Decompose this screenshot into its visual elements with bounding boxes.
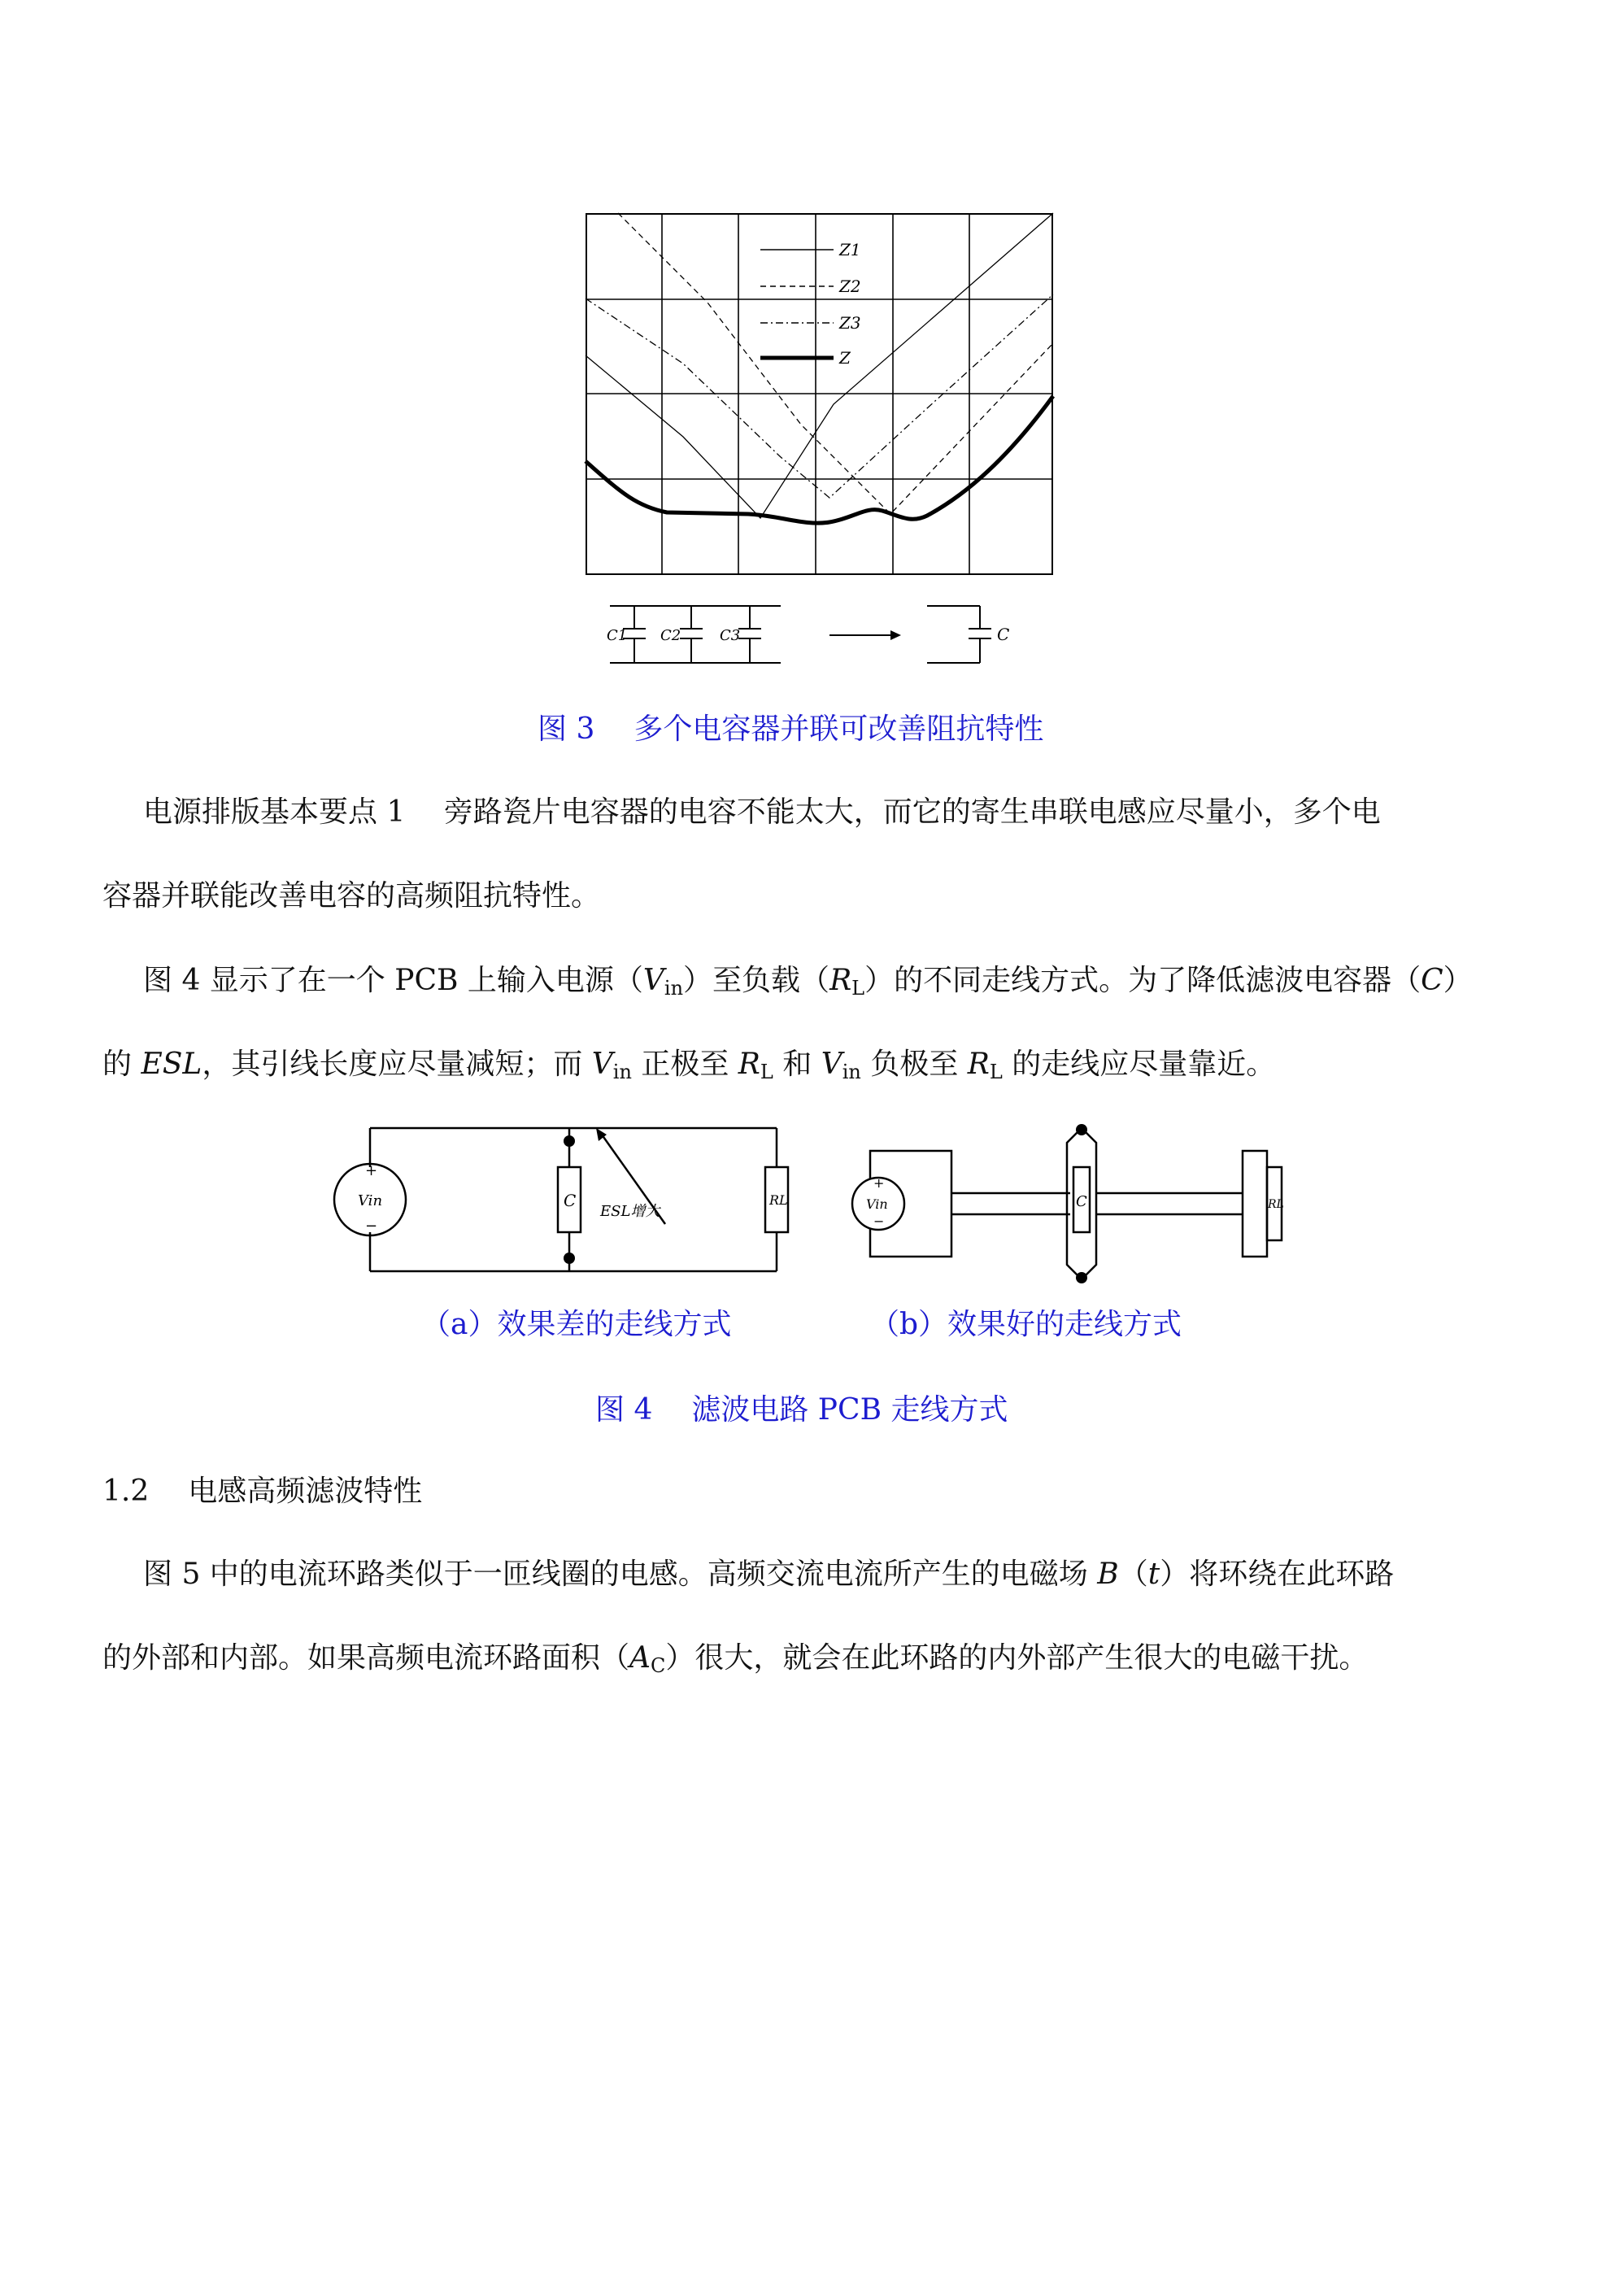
legend-z: Z [839, 348, 851, 368]
vin-symbol: V [642, 964, 664, 997]
rl-symbol: R [829, 964, 852, 997]
a-symbol: A [629, 1641, 651, 1675]
figure3-caption-text: 多个电容器并联可改善阻抗特性 [633, 712, 1044, 746]
section-heading [102, 1472, 422, 1511]
para2-seg1: 图 4 显示了在一个 PCB 上输入电源（ [143, 964, 643, 997]
para2-l2-seg3: 正极至 [631, 1048, 738, 1081]
figure4b-subcaption-text: （b）效果好的走线方式 [870, 1308, 1182, 1341]
legend-z3: Z3 [839, 313, 861, 333]
para2-seg2: ）至负载（ [683, 964, 830, 997]
para3-l1-seg3: ）将环绕在此环路 [1160, 1558, 1395, 1591]
cap-label-c: C [997, 625, 1010, 644]
paragraph-3-line-2 [102, 1639, 1368, 1678]
b-symbol: B [1097, 1558, 1119, 1591]
circuit-bad-routing [325, 1118, 797, 1289]
vin-symbol-2: V [591, 1048, 613, 1081]
figure3-caption [538, 706, 1043, 747]
source-b-vin-label: Vin [866, 1196, 888, 1212]
rl-subscript-3: L [989, 1061, 1003, 1083]
para3-l2-seg1: 的外部和内部。如果高频电流环路面积（ [102, 1641, 630, 1675]
para3-l2-seg2: ）很大，就会在此环路的内外部产生很大的电磁干扰。 [665, 1641, 1369, 1675]
capacitor-network-diagram [594, 590, 1049, 683]
para1-line1-text: 电源排版基本要点 1 旁路瓷片电容器的电容不能太大，而它的寄生串联电感应尽量小，多个电 [143, 795, 1381, 829]
source-plus: + [365, 1162, 378, 1179]
paragraph-2-line-2 [102, 1045, 1275, 1084]
source-vin-label: Vin [358, 1192, 383, 1209]
cap-label-c1: C1 [607, 627, 628, 644]
para2-seg3: ）的不同走线方式。为了降低滤波电容器（ [864, 964, 1422, 997]
figure4-caption-text: 滤波电路 PCB 走线方式 [691, 1393, 1008, 1427]
para2-l2-seg5: 负极至 [860, 1048, 968, 1081]
figure4a-subcaption [421, 1301, 731, 1343]
circuit-good-routing [838, 1118, 1309, 1289]
cap-label-c2: C2 [660, 627, 681, 644]
rl-subscript: L [851, 977, 865, 1000]
load-b-rl-label: RL [1268, 1198, 1284, 1211]
para3-l1-seg2: （ [1118, 1558, 1148, 1591]
figure4b-subcaption [870, 1301, 1182, 1343]
section-title: 电感高频滤波特性 [188, 1475, 423, 1508]
cap-c-label: C [564, 1191, 577, 1210]
para2-l2-seg4: 和 [773, 1048, 821, 1081]
para2-seg4: ） [1443, 964, 1473, 997]
legend-z1: Z1 [839, 240, 861, 259]
para3-l1-seg1: 图 5 中的电流环路类似于一匝线圈的电感。高频交流电流所产生的电磁场 [143, 1558, 1098, 1591]
a-subscript: C [651, 1654, 666, 1677]
para2-l2-seg1: 的 [102, 1048, 142, 1081]
paragraph-3-line-1 [143, 1555, 1394, 1594]
vin-subscript-3: in [842, 1061, 861, 1083]
rl-symbol-2: R [738, 1048, 760, 1081]
para1-line2-text: 容器并联能改善电容的高频阻抗特性。 [102, 879, 601, 913]
c-symbol: C [1421, 964, 1443, 997]
source-b-minus: − [873, 1213, 885, 1229]
vin-symbol-3: V [821, 1048, 842, 1081]
para2-l2-seg6: 的走线应尽量靠近。 [1002, 1048, 1276, 1081]
rl-subscript-2: L [760, 1061, 773, 1083]
source-minus: − [365, 1218, 378, 1235]
para2-l2-seg2: ，其引线长度应尽量减短；而 [202, 1048, 592, 1081]
section-number: 1.2 [102, 1475, 150, 1508]
vin-subscript-2: in [612, 1061, 632, 1083]
esl-symbol: ESL [141, 1048, 202, 1081]
load-rl-label: RL [769, 1192, 788, 1208]
impedance-plot [586, 213, 1053, 575]
figure4a-subcaption-text: （a）效果差的走线方式 [421, 1308, 732, 1341]
figure4-caption [595, 1387, 1008, 1428]
t-symbol: t [1147, 1558, 1160, 1591]
paragraph-1-line-2 [102, 877, 600, 916]
paragraph-1-line-1 [143, 793, 1381, 832]
esl-increase-label: ESL增大 [600, 1203, 660, 1220]
figure4-caption-number: 图 4 [595, 1393, 653, 1427]
vin-subscript: in [664, 977, 684, 1000]
cap-label-c3: C3 [720, 627, 741, 644]
legend-z2: Z2 [839, 277, 861, 296]
rl-symbol-3: R [967, 1048, 990, 1081]
cap-b-c-label: C [1076, 1193, 1087, 1210]
paragraph-2-line-1 [143, 961, 1473, 1000]
source-b-plus: + [873, 1175, 885, 1191]
figure3-caption-number: 图 3 [538, 712, 595, 746]
